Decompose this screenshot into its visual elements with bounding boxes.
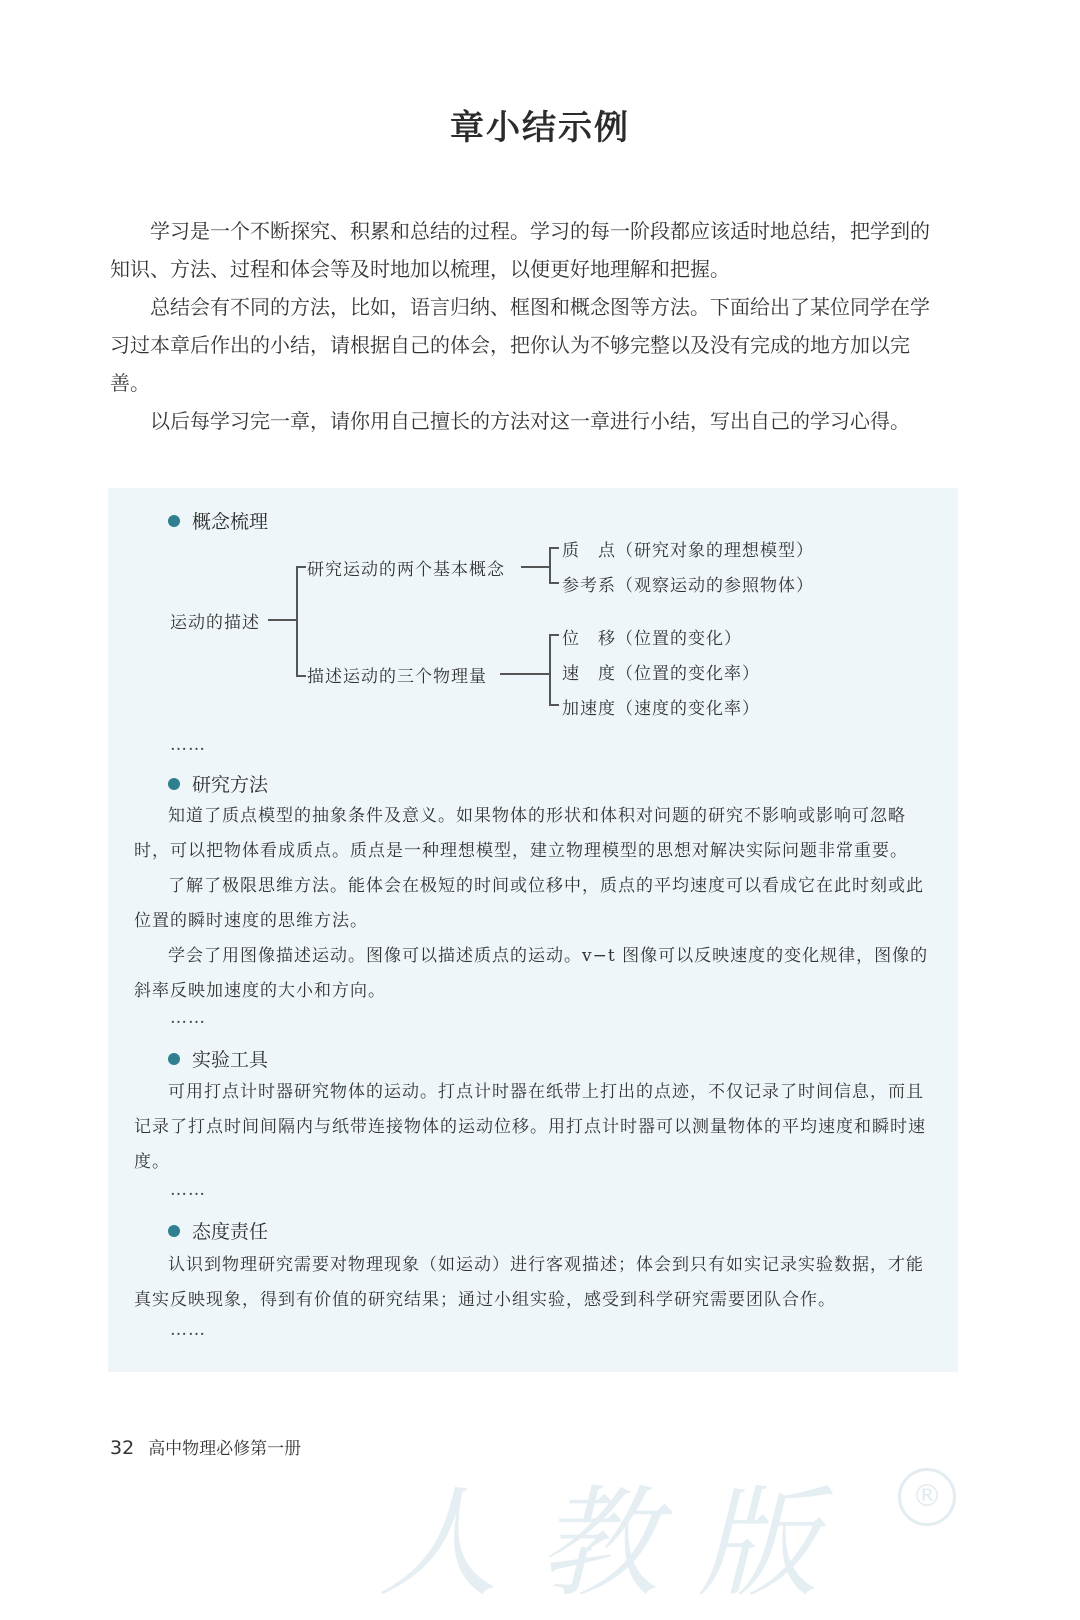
tree-branch-quantities: 描述运动的三个物理量 (307, 667, 487, 687)
tree-connector (500, 673, 549, 675)
bullet-icon (168, 778, 180, 790)
section-body-method (134, 799, 938, 1009)
ellipsis: …… (170, 1180, 206, 1200)
ellipsis: …… (170, 1008, 206, 1028)
tree-branch-concepts: 研究运动的两个基本概念 (307, 560, 505, 580)
bullet-icon (168, 1053, 180, 1065)
tree-root: 运动的描述 (170, 613, 260, 633)
page-title: 章小结示例 (450, 108, 630, 148)
body-paragraph: 了解了极限思维方法。能体会在极短的时间或位移中，质点的平均速度可以看成它在此时刻或此位置的瞬时速度的思维方法。 (134, 876, 924, 931)
watermark-logo (378, 1448, 858, 1620)
tree-connector (549, 582, 559, 584)
registered-mark-icon: ® (898, 1468, 956, 1526)
body-paragraph: 认识到物理研究需要对物理现象（如运动）进行客观描述；体会到只有如实记录实验数据，才能真实反映现象，得到有价值的研究结果；通过小组实验，感受到科学研究需要团队合作。 (134, 1255, 924, 1310)
tree-connector (296, 675, 306, 677)
section-heading-label: 实验工具 (192, 1049, 269, 1071)
tree-connector (549, 547, 559, 549)
ellipsis: …… (170, 1320, 206, 1340)
bullet-icon (168, 1225, 180, 1237)
watermark-text: 人教版 (378, 1475, 858, 1614)
tree-connector (521, 566, 549, 568)
section-heading-attitude (168, 1217, 268, 1244)
tree-leaf: 质 点（研究对象的理想模型） (562, 541, 814, 561)
tree-leaf: 加速度（速度的变化率） (562, 699, 760, 719)
body-paragraph: 学会了用图像描述运动。图像可以描述质点的运动。v−t 图像可以反映速度的变化规律，图像的斜率反映加速度的大小和方向。 (134, 946, 929, 1001)
intro-paragraph: 以后每学习完一章，请你用自己擅长的方法对这一章进行小结，写出自己的学习心得。 (150, 409, 910, 433)
section-body-attitude (134, 1248, 938, 1318)
page-number: 32 (110, 1437, 135, 1459)
tree-leaf: 位 移（位置的变化） (562, 629, 742, 649)
tree-leaf: 速 度（位置的变化率） (562, 664, 760, 684)
tree-connector (549, 634, 559, 636)
tree-connector (549, 704, 559, 706)
body-paragraph: 可用打点计时器研究物体的运动。打点计时器在纸带上打出的点迹，不仅记录了时间信息，而且记录了打点时间间隔内与纸带连接物体的运动位移。用打点计时器可以测量物体的平均速度和瞬时速度。 (134, 1082, 926, 1172)
section-heading-label: 态度责任 (192, 1221, 269, 1243)
section-heading-method (168, 770, 268, 797)
bullet-icon (168, 515, 180, 527)
tree-connector (296, 566, 306, 568)
tree-leaf: 参考系（观察运动的参照物体） (562, 576, 814, 596)
intro-text (110, 212, 940, 440)
tree-connector (268, 619, 296, 621)
section-body-tools (134, 1075, 938, 1180)
section-heading-label: 研究方法 (192, 774, 269, 796)
tree-connector (549, 634, 551, 705)
ellipsis: …… (170, 735, 206, 755)
section-heading-tools (168, 1045, 268, 1072)
body-paragraph: 知道了质点模型的抽象条件及意义。如果物体的形状和体积对问题的研究不影响或影响可忽略时，可以把物体看成质点。质点是一种理想模型，建立物理模型的思想对解决实际问题非常重要。 (134, 806, 908, 861)
intro-paragraph: 总结会有不同的方法，比如，语言归纳、框图和概念图等方法。下面给出了某位同学在学习过本章后作出的小结，请根据自己的体会，把你认为不够完整以及没有完成的地方加以完善。 (110, 295, 930, 395)
intro-paragraph: 学习是一个不断探究、积累和总结的过程。学习的每一阶段都应该适时地总结，把学到的知识、方法、过程和体会等及时地加以梳理，以便更好地理解和把握。 (110, 219, 930, 281)
section-heading-label: 概念梳理 (192, 511, 269, 533)
section-heading-concept (168, 507, 268, 534)
book-title: 高中物理必修第一册 (148, 1439, 302, 1459)
tree-connector (296, 566, 298, 676)
page-footer (110, 1434, 301, 1459)
tree-connector (549, 547, 551, 583)
